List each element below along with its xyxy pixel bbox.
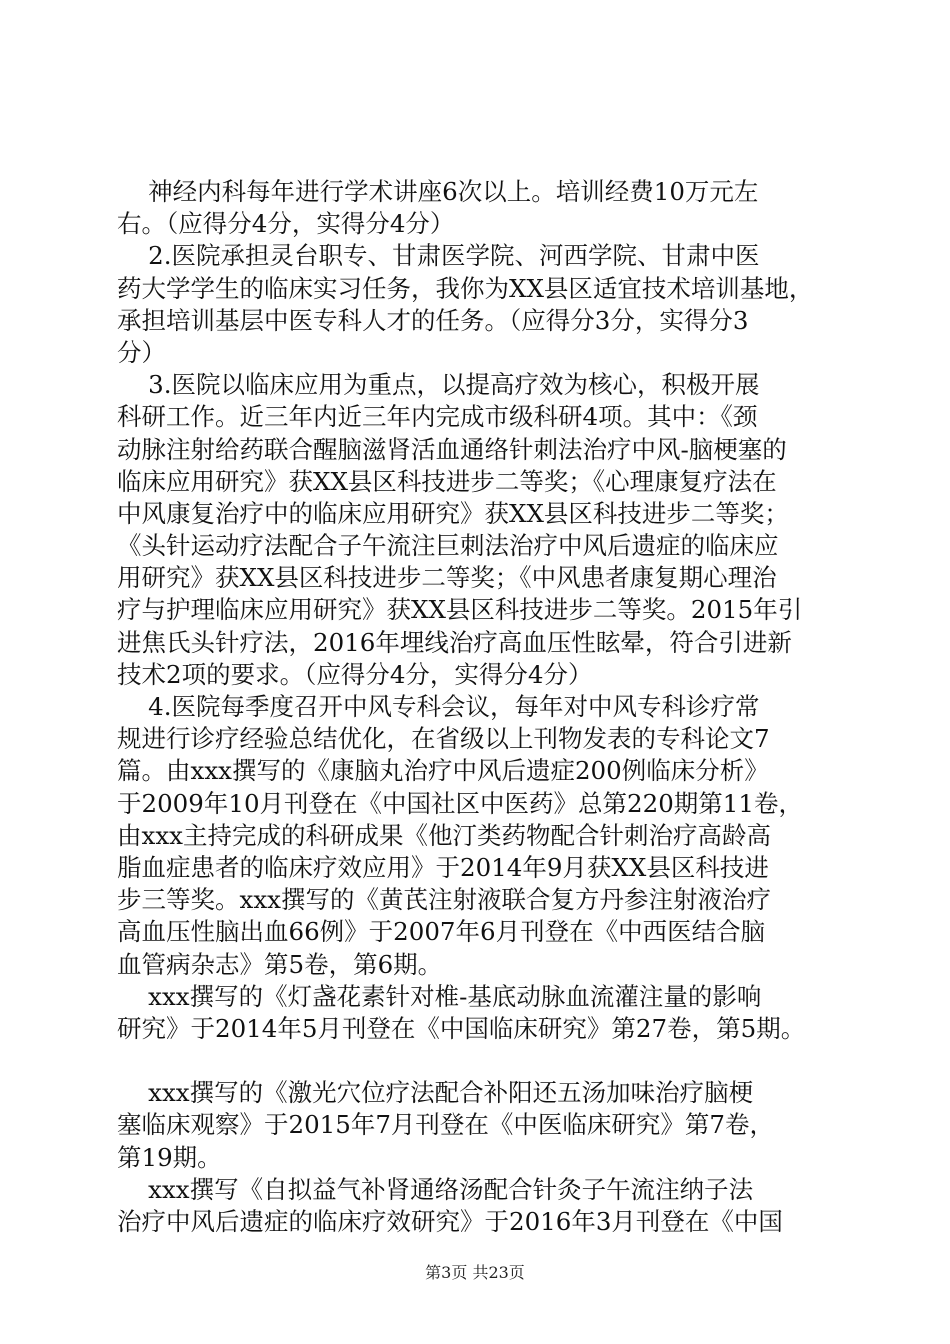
text-line: 分） bbox=[117, 337, 166, 367]
text-line: 步三等奖。xxx撰写的《黄芪注射液联合复方丹参注射液治疗 bbox=[117, 885, 771, 915]
text-line: 疗与护理临床应用研究》获XX县区科技进步二等奖。2015年引 bbox=[117, 595, 803, 625]
text-line: 篇。由xxx撰写的《康脑丸治疗中风后遗症200例临床分析》 bbox=[117, 756, 769, 786]
text-line: 规进行诊疗经验总结优化，在省级以上刊物发表的专科论文7 bbox=[117, 724, 770, 754]
text-line: xxx撰写《自拟益气补肾通络汤配合针灸子午流注纳子法 bbox=[117, 1174, 754, 1204]
text-line: 科研工作。近三年内近三年内完成市级科研4项。其中：《颈 bbox=[117, 402, 758, 432]
text-line: 由xxx主持完成的科研成果《他汀类药物配合针刺治疗高龄高 bbox=[117, 820, 771, 850]
text-line: 技术2项的要求。（应得分4分，实得分4分） bbox=[117, 659, 593, 689]
body-text bbox=[117, 176, 837, 1238]
text-line: 药大学学生的临床实习任务，我你为XX县区适宜技术培训基地， bbox=[117, 273, 814, 303]
text-line: 承担培训基层中医专科人才的任务。（应得分3分，实得分3 bbox=[117, 305, 749, 335]
text-line: 血管病杂志》第5卷，第6期。 bbox=[117, 949, 443, 979]
text-line: 《头针运动疗法配合子午流注巨刺法治疗中风后遗症的临床应 bbox=[117, 531, 779, 561]
page-number-footer: 第3页 共23页 bbox=[425, 1263, 525, 1282]
text-line: xxx撰写的《激光穴位疗法配合补阳还五汤加味治疗脑梗 bbox=[117, 1078, 754, 1108]
text-line: 神经内科每年进行学术讲座6次以上。培训经费10万元左 bbox=[117, 177, 759, 206]
blank-line bbox=[117, 1045, 837, 1077]
text-line: 右。（应得分4分，实得分4分） bbox=[117, 209, 455, 239]
text-line: xxx撰写的《灯盏花素针对椎-基底动脉血流灌注量的影响 bbox=[117, 981, 762, 1011]
text-line: 3.医院以临床应用为重点，以提高疗效为核心，积极开展 bbox=[117, 370, 760, 400]
text-line: 第19期。 bbox=[117, 1142, 222, 1172]
text-line: 2.医院承担灵台职专、甘肃医学院、河西学院、甘肃中医 bbox=[117, 241, 760, 271]
text-line: 4.医院每季度召开中风专科会议，每年对中风专科诊疗常 bbox=[117, 692, 760, 721]
text-line: 进焦氏头针疗法，2016年埋线治疗高血压性眩晕，符合引进新 bbox=[117, 627, 792, 657]
text-line: 于2009年10月刊登在《中国社区中医药》总第220期第11卷， bbox=[117, 788, 803, 818]
text-line: 高血压性脑出血66例》于2007年6月刊登在《中西医结合脑 bbox=[117, 917, 766, 947]
text-line: 塞临床观察》于2015年7月刊登在《中医临床研究》第7卷， bbox=[117, 1110, 775, 1140]
text-line: 中风康复治疗中的临床应用研究》获XX县区科技进步二等奖； bbox=[117, 498, 789, 528]
text-line: 临床应用研究》获XX县区科技进步二等奖；《心理康复疗法在 bbox=[117, 466, 777, 496]
text-line: 动脉注射给药联合醒脑滋肾活血通络针刺法治疗中风-脑梗塞的 bbox=[117, 434, 787, 464]
text-line: 脂血症患者的临床疗效应用》于2014年9月获XX县区科技进 bbox=[117, 852, 769, 882]
text-line: 治疗中风后遗症的临床疗效研究》于2016年3月刊登在《中国 bbox=[117, 1207, 783, 1236]
text-line: 研究》于2014年5月刊登在《中国临床研究》第27卷，第5期。 bbox=[117, 1013, 806, 1043]
text-line: 用研究》获XX县区科技进步二等奖；《中风患者康复期心理治 bbox=[117, 563, 777, 593]
